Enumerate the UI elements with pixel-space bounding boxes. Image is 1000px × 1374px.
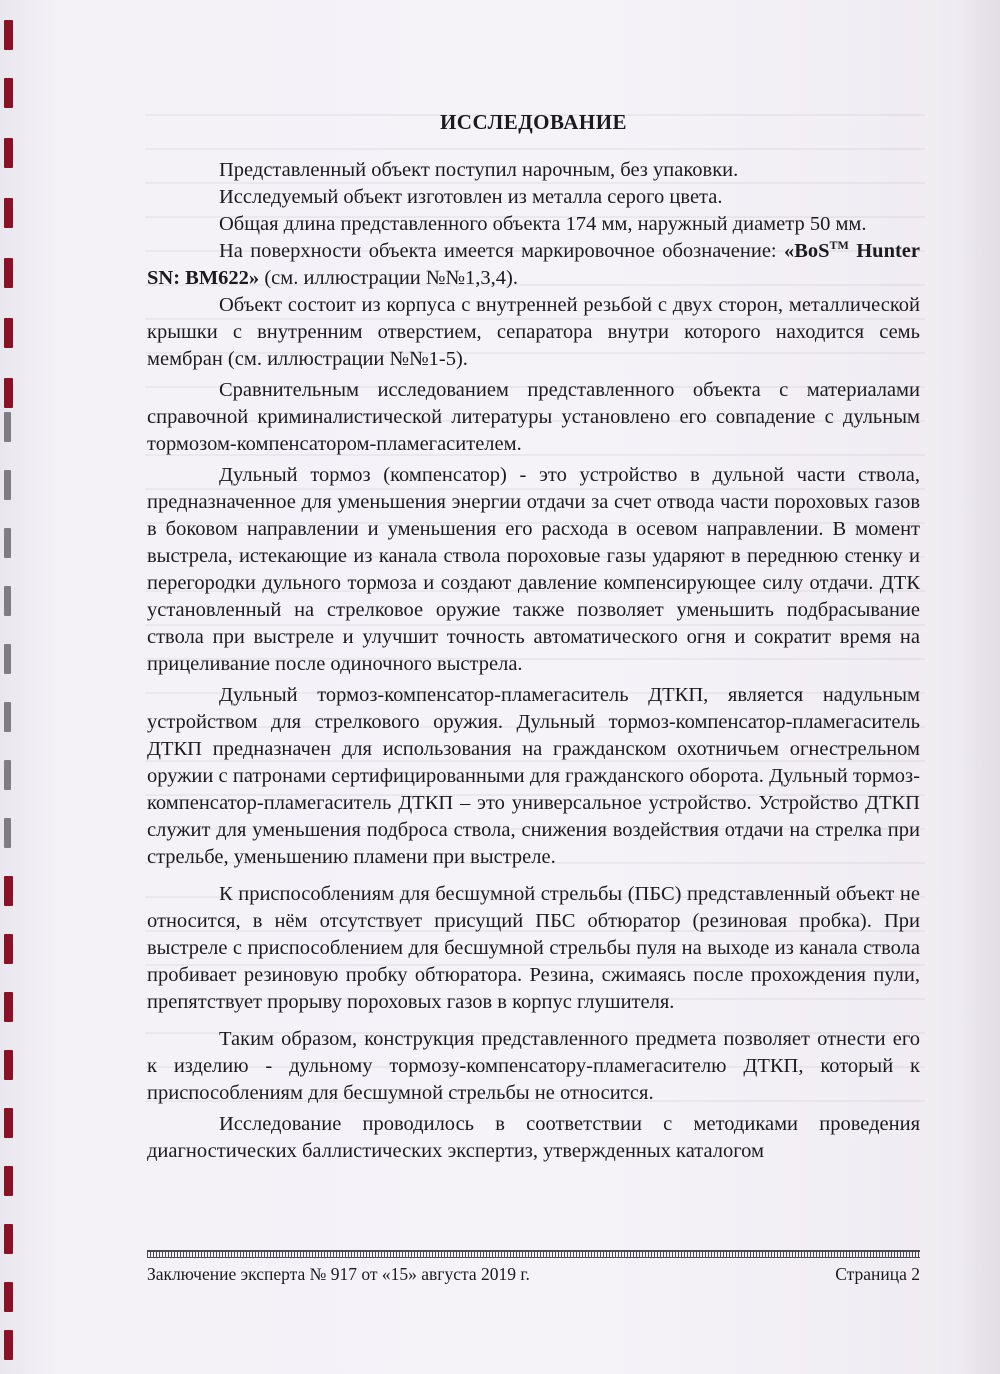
marking-serial: Hunter SN: BM622» <box>147 240 920 289</box>
paragraph: Дульный тормоз-компенсатор-пламегаситель ДТКП, является надульным устройством для стрелкового оружия. Дульный тормоз-компенсатор-пламегаситель ДТКП предназначен для использования на гражданском охотничьем огнестрельном оружии с патронами сертифицированными для гражданского оборота. Дульный тормоз-компенсатор-пламегаситель ДТКП – это универсальное устройство. Устройство ДТКП служит для уменьшения подброса ствола, снижения воздействия отдачи на стрелка при стрельбе, уменьшению пламени при выстреле. <box>147 684 920 868</box>
paragraph: Объект состоит из корпуса с внутренней резьбой с двух сторон, металлической крышки с внутренним отверстием, сепаратора внутри которого находится семь мембран (см. иллюстрации №№1-5). <box>147 294 920 370</box>
paragraph: Исследуемый объект изготовлен из металла серого цвета. <box>219 186 723 208</box>
paragraph: Представленный объект поступил нарочным, без упаковки. <box>219 159 739 181</box>
footer-divider <box>147 1250 920 1258</box>
footer-page-number: Страница 2 <box>835 1264 920 1284</box>
paragraph: К приспособлениям для бесшумной стрельбы (ПБС) представленный объект не относится, в нём отсутствует присущий ПБС обтюратор (резиновая пробка). При выстреле с приспособлением для бесшумной стрельбы пуля на выходе из канала ствола пробивает резиновую пробку обтюратора. Резина, сжимаясь после прохождения пули, препятствует прорыву пороховых газов в корпус глушителя. <box>147 883 920 1013</box>
marking-ref: (см. иллюстрации №№1,3,4). <box>259 267 518 289</box>
paragraph: Исследование проводилось в соответствии с методиками проведения диагностических баллистических экспертиз, утвержденных каталогом <box>147 1113 920 1162</box>
footer-document-ref: Заключение эксперта № 917 от «15» августа 2019 г. <box>147 1264 530 1284</box>
section-title: ИССЛЕДОВАНИЕ <box>439 110 628 134</box>
document-body <box>147 110 920 1165</box>
trademark-sup: TM <box>829 238 849 253</box>
paragraph: Общая длина представленного объекта 174 мм, наружный диаметр 50 мм. <box>219 213 867 235</box>
marking-brand: «BoS <box>783 240 830 262</box>
paragraph: Дульный тормоз (компенсатор) - это устройство в дульной части ствола, предназначенное для уменьшения энергии отдачи за счет отвода части пороховых газов в боковом направлении и уменьшения его расхода в осевом направлении. В момент выстрела, истекающие из канала ствола пороховые газы ударяют в переднюю стенку и перегородки дульного тормоза и создают давление компенсирующее силу отдачи. ДТК установленный на стрелковое оружие также позволяет уменьшить подбрасывание ствола при выстреле и улучшит точность автоматического огня и сократит время на прицеливание после одиночного выстрела. <box>147 464 920 675</box>
spiral-binding <box>4 20 16 1360</box>
paragraph: Таким образом, конструкция представленного предмета позволяет отнести его к изделию - дульному тормозу-компенсатору-пламегасителю ДТКП, который к приспособлениям для бесшумной стрельбы не относится. <box>147 1028 920 1104</box>
page-edge-shadow <box>955 0 1000 1374</box>
marking-intro: На поверхности объекта имеется маркировочное обозначение: <box>219 240 784 262</box>
page-footer <box>147 1264 920 1285</box>
paragraph: Сравнительным исследованием представленного объекта с материалами справочной криминалистической литературы установлено его совпадение с дульным тормозом-компенсатором-пламегасителем. <box>147 379 920 455</box>
paragraph-marking <box>147 238 920 292</box>
